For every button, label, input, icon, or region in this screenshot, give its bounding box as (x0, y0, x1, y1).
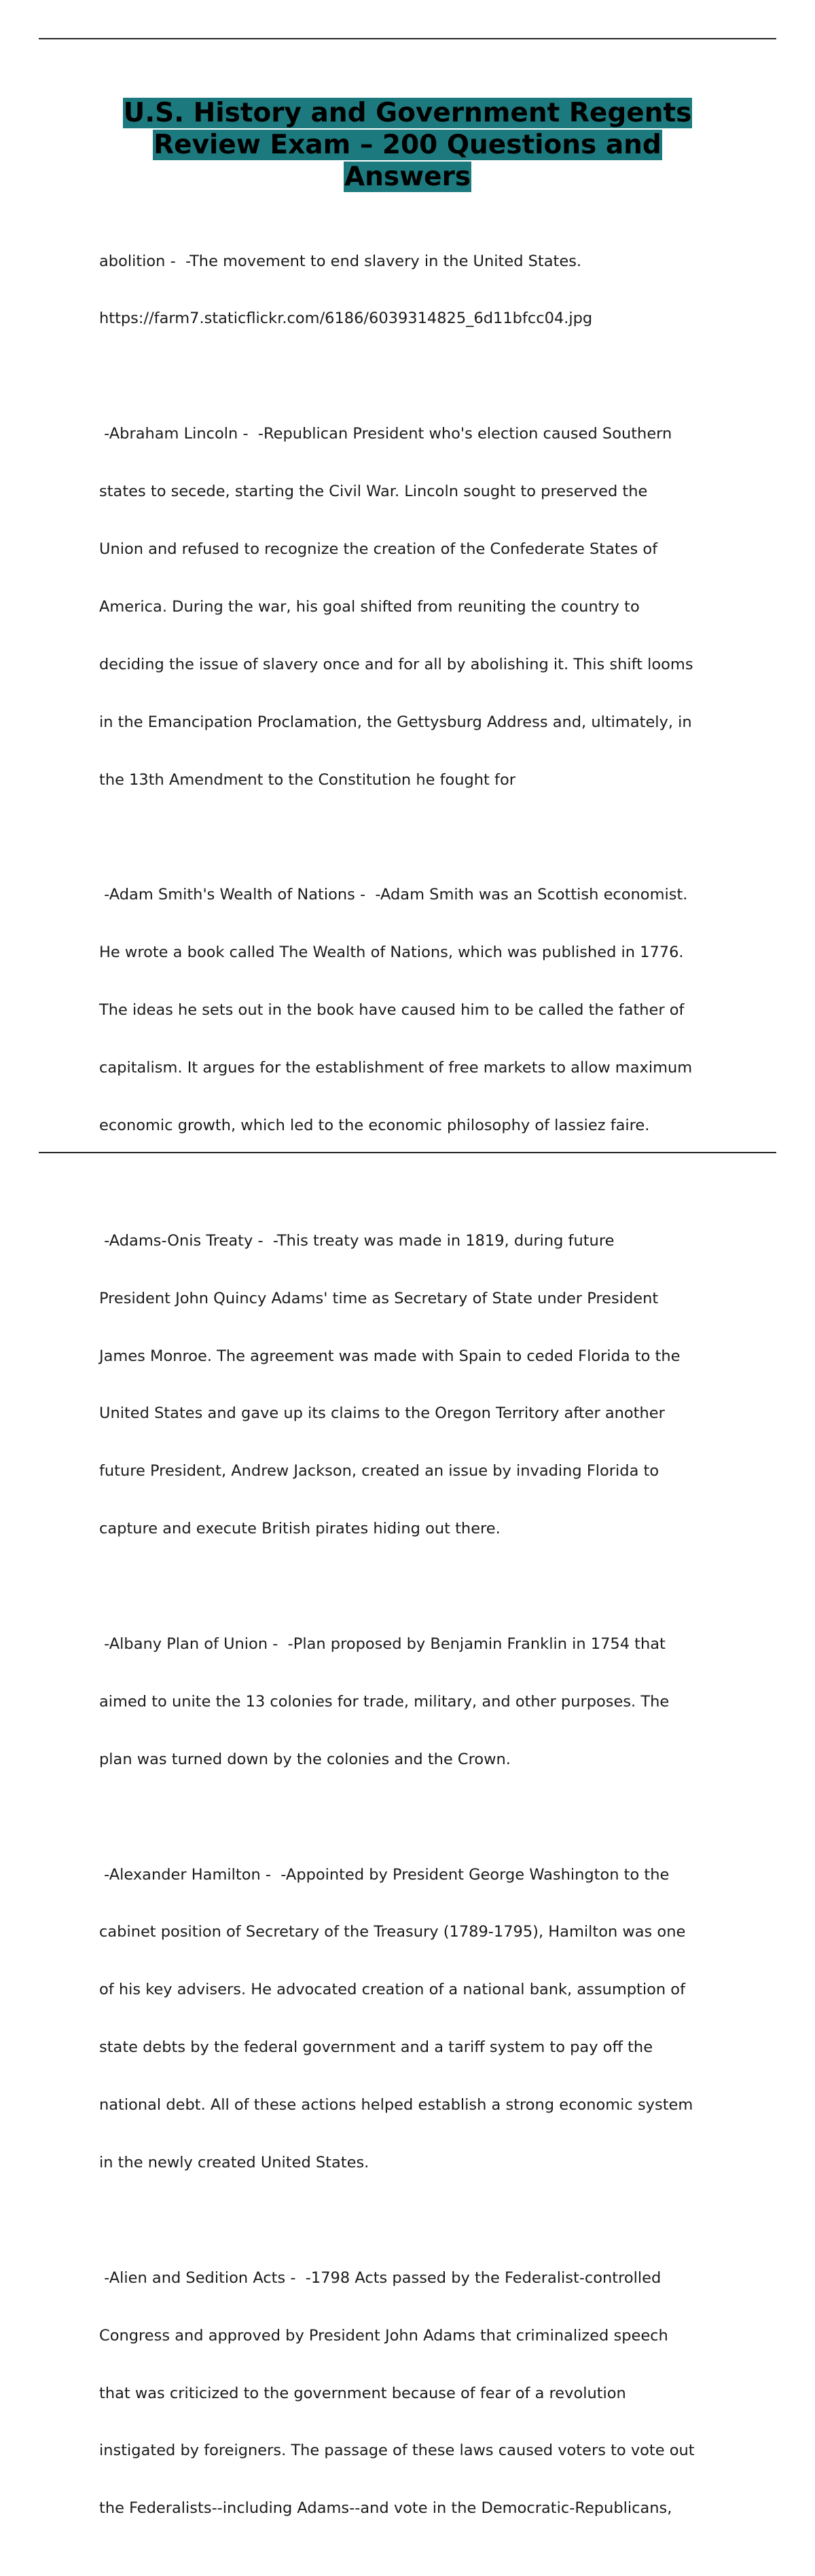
entry-line: -Adam Smith's Wealth of Nations - -Adam Smith was an Scottish economist. (99, 886, 688, 904)
entry-line: state debts by the federal government and a tariff system to pay off the (99, 2038, 653, 2057)
entry-line: national debt. All of these actions helped establish a strong economic system (99, 2096, 693, 2114)
entry-line: cabinet position of Secretary of the Treasury (1789-1795), Hamilton was one (99, 1923, 686, 1941)
entry-line: abolition - -The movement to end slavery in the United States. (99, 252, 582, 270)
entry-line: that was criticized to the government because of fear of a revolution (99, 2384, 626, 2402)
entry-line: https://farm7.staticflickr.com/6186/6039314825_6d11bfcc04.jpg (99, 310, 593, 328)
entry-line: in the Emancipation Proclamation, the Gettysburg Address and, ultimately, in (99, 713, 692, 731)
glossary-body (99, 213, 751, 2576)
entry-line: United States and gave up its claims to the Oregon Territory after another (99, 1404, 665, 1423)
entry-alien-sedition-acts (99, 2230, 751, 2556)
entry-line: economic growth, which led to the economic philosophy of lassiez faire. (99, 1116, 650, 1134)
entry-line: future President, Andrew Jackson, created an issue by invading Florida to (99, 1462, 659, 1480)
entry-line: He wrote a book called The Wealth of Nations, which was published in 1776. (99, 944, 684, 962)
entry-line: The ideas he sets out in the book have caused him to be called the father of (99, 1001, 685, 1020)
entry-adams-onis-treaty (99, 1193, 751, 1577)
entry-line: Congress and approved by President John Adams that criminalized speech (99, 2326, 668, 2345)
entry-line: instigated by foreigners. The passage of these laws caused voters to vote out (99, 2442, 695, 2460)
entry-line: President John Quincy Adams' time as Secretary of State under President (99, 1289, 659, 1307)
entry-line: -Albany Plan of Union - -Plan proposed by Benjamin Franklin in 1754 that (99, 1635, 666, 1653)
entry-line: states to secede, starting the Civil War. Lincoln sought to preserved the (99, 483, 648, 501)
entry-line: plan was turned down by the colonies and the Crown. (99, 1750, 511, 1768)
entry-line: aimed to unite the 13 colonies for trade, military, and other purposes. The (99, 1692, 670, 1711)
entry-line: -Alexander Hamilton - -Appointed by President George Washington to the (99, 1865, 670, 1884)
title-line-2: Review Exam – 200 Questions and (153, 130, 662, 160)
entry-line: capture and execute British pirates hiding out there. (99, 1520, 501, 1538)
bottom-rule (39, 1152, 776, 1153)
entry-line: capitalism. It argues for the establishment of free markets to allow maximum (99, 1059, 693, 1077)
entry-line: Union and refused to recognize the creation of the Confederate States of (99, 540, 658, 559)
title-line-3: Answers (344, 162, 471, 192)
entry-line: in the newly created United States. (99, 2153, 369, 2171)
entry-line: America. During the war, his goal shifted from reuniting the country to (99, 597, 640, 616)
title-line-1: U.S. History and Government Regents (123, 98, 692, 128)
entry-abolition (99, 213, 751, 367)
entry-albany-plan (99, 1596, 751, 1807)
entry-alexander-hamilton (99, 1827, 751, 2211)
entry-abraham-lincoln (99, 386, 751, 828)
entry-line: the Federalists--including Adams--and vote in the Democratic-Republicans, (99, 2499, 672, 2518)
entry-line: -Adams-Onis Treaty - -This treaty was made in 1819, during future (99, 1231, 615, 1250)
entry-line: James Monroe. The agreement was made with Spain to ceded Florida to the (99, 1347, 681, 1365)
entry-line: -Abraham Lincoln - -Republican President who's election caused Southern (99, 425, 672, 443)
entry-line: of his key advisers. He advocated creation of a national bank, assumption of (99, 1981, 685, 1999)
entry-line: deciding the issue of slavery once and for all by abolishing it. This shift looms (99, 655, 693, 673)
entry-line: the 13th Amendment to the Constitution he fought for (99, 770, 515, 789)
document-title (68, 97, 747, 193)
top-rule (39, 38, 776, 39)
entry-line: -Alien and Sedition Acts - -1798 Acts passed by the Federalist-controlled (99, 2269, 662, 2287)
entry-adam-smith (99, 847, 751, 1174)
